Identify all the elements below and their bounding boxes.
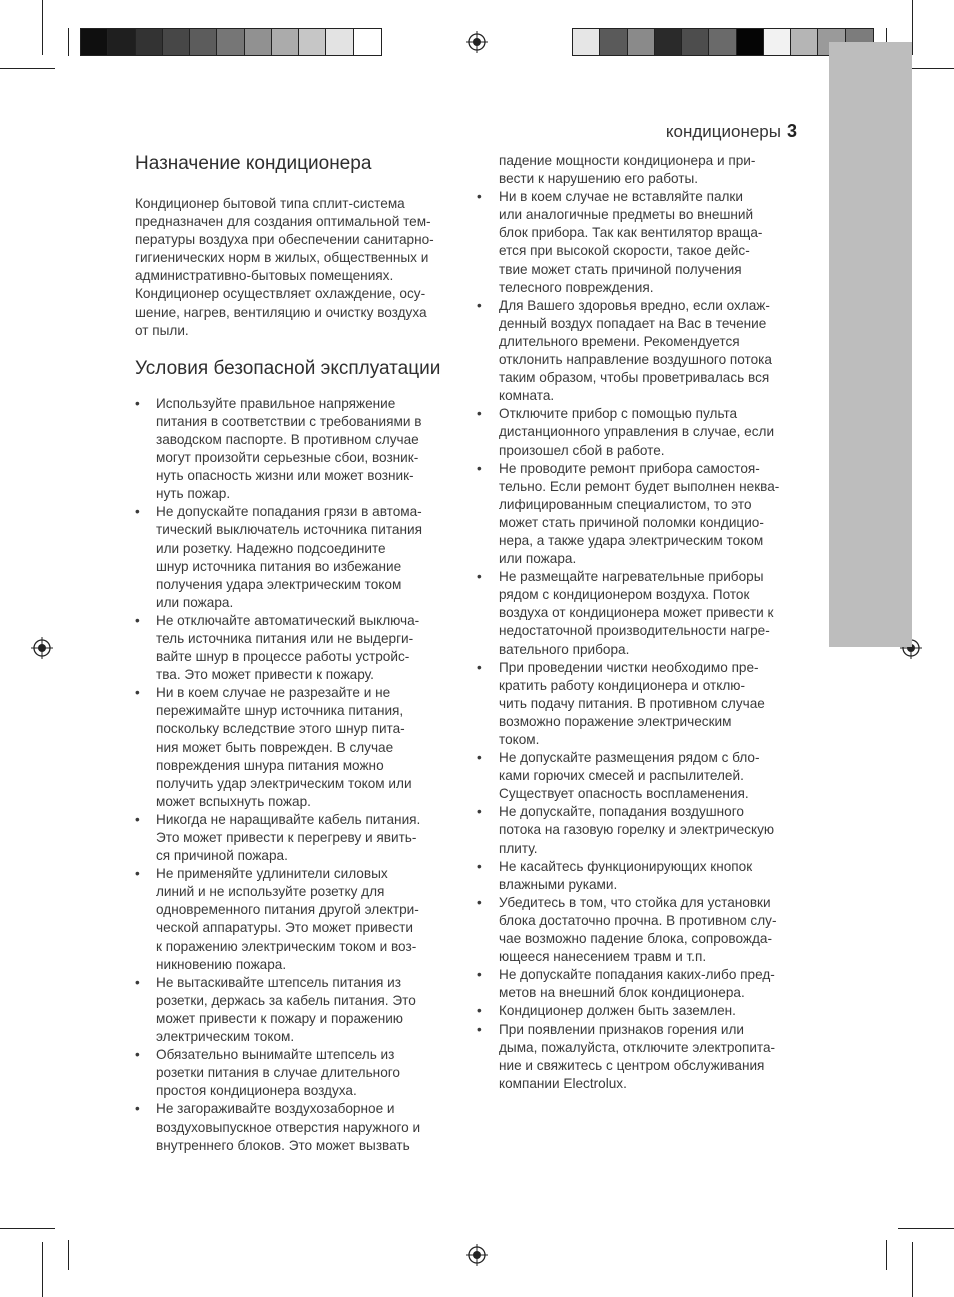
list-item (477, 188, 807, 297)
bullet-icon: • (477, 460, 482, 476)
text-line: тический выключатель источника питания (156, 522, 422, 538)
crop-mark (42, 1242, 43, 1297)
text-line: заводском паспорте. В противном случае (156, 431, 419, 447)
text-line: поскольку вследствие этого шнур пита- (156, 721, 405, 737)
list-item (477, 405, 807, 459)
crop-mark (898, 1228, 954, 1229)
list-item (135, 503, 465, 612)
text-line: розетки питания в случае длительного (156, 1065, 400, 1081)
text-line: Не допускайте, попадания воздушного (499, 804, 744, 820)
color-swatch (163, 29, 190, 55)
list-item (135, 1100, 465, 1154)
text-line: ется при высокой скорости, такое дейс- (499, 243, 750, 259)
list-item (477, 568, 807, 658)
color-swatch (245, 29, 272, 55)
color-swatch (326, 29, 353, 55)
text-line: твие может стать причиной получения (499, 261, 742, 277)
list-item (135, 974, 465, 1046)
text-line: Используйте правильное напряжение (156, 395, 396, 411)
list-item (135, 865, 465, 974)
page-number: 3 (786, 121, 797, 141)
bullet-icon: • (135, 1101, 140, 1117)
bullet-icon: • (477, 967, 482, 983)
text-line: ками горючих смесей и распылителей. (499, 768, 744, 784)
text-line: Обязательно вынимайте штепсель из (156, 1047, 395, 1063)
text-line: нуть пожар. (156, 486, 231, 502)
color-swatch (791, 29, 818, 55)
text-line: шнур источника питания во избежание (156, 558, 402, 574)
text-line: компании Electrolux. (499, 1075, 627, 1091)
crop-mark (0, 1228, 55, 1229)
text-line: никновению пожара. (156, 956, 287, 972)
text-line: дыма, пожалуйста, отключите электропита- (499, 1039, 776, 1055)
text-line: воздуховыпускное отверстия наружного и (156, 1119, 421, 1135)
registration-mark-icon (31, 637, 53, 659)
text-line: нуть опасность жизни или может возник- (156, 468, 414, 484)
text-line: пературы воздуха при обеспечении санитарно- (135, 232, 434, 248)
text-line: лифицированным специалистом, то это (499, 496, 752, 512)
text-line: питания в соответствии с требованиями в (156, 413, 422, 429)
text-line: внутреннего блоков. Это может вызвать (156, 1137, 410, 1153)
text-line: предназначен для создания оптимальной тем- (135, 214, 431, 230)
continued-list-item (477, 152, 807, 188)
registration-mark-icon (466, 31, 488, 53)
text-line: получения удара электрическим током (156, 576, 402, 592)
text-line: произошел сбой в работе. (499, 442, 665, 458)
text-line: чить подачу питания. В противном случае (499, 695, 765, 711)
color-swatch (573, 29, 600, 55)
crop-mark (912, 0, 913, 55)
text-line: падение мощности кондиционера и при- (499, 153, 756, 168)
text-line: чае возможно падение блока, сопровожда- (499, 931, 772, 947)
right-column (477, 152, 807, 1093)
text-line: Не размещайте нагревательные приборы (499, 569, 764, 585)
text-line: к поражению электрическим током и воз- (156, 938, 417, 954)
text-line: При проведении чистки необходимо пре- (499, 659, 759, 675)
text-line: одновременного питания другой электри- (156, 902, 419, 918)
registration-mark-icon (466, 1244, 488, 1266)
crop-mark (912, 1242, 913, 1297)
list-item (477, 297, 807, 406)
text-line: может вспыхнуть пожар. (156, 793, 311, 809)
list-item (135, 684, 465, 811)
heading-purpose: Назначение кондиционера (135, 153, 372, 174)
text-line: кратить работу кондиционера и отклю- (499, 677, 746, 693)
color-swatch (272, 29, 299, 55)
text-line: влажными руками. (499, 876, 618, 892)
color-swatch (764, 29, 791, 55)
color-swatch (682, 29, 709, 55)
bullet-icon: • (477, 297, 482, 313)
list-item (477, 858, 807, 894)
text-line: Не вытаскивайте штепсель питания из (156, 974, 401, 990)
bullet-icon: • (135, 612, 140, 628)
color-swatch (299, 29, 326, 55)
text-line: электрическим током. (156, 1029, 295, 1045)
text-line: денный воздух попадает на Вас в течение (499, 315, 767, 331)
bullet-icon: • (477, 406, 482, 422)
bullet-icon: • (477, 1003, 482, 1019)
bullet-icon: • (477, 189, 482, 205)
color-swatch (655, 29, 682, 55)
text-line: Не загораживайте воздухозаборное и (156, 1101, 395, 1117)
color-swatch (81, 29, 108, 55)
text-line: Кондиционер осуществляет охлаждение, осу- (135, 286, 426, 302)
text-line: от пыли. (135, 322, 189, 338)
list-item (135, 811, 465, 865)
text-line: Для Вашего здоровья вредно, если охлаж- (499, 297, 770, 313)
running-header (666, 121, 797, 142)
text-line: дистанционного управления в случае, если (499, 424, 775, 440)
bullet-icon: • (477, 1021, 482, 1037)
color-calibration-bar-left (80, 28, 382, 56)
text-line: тельно. Если ремонт будет выполнен неква- (499, 478, 780, 494)
text-line: вательного прибора. (499, 641, 630, 657)
text-line: получить удар электрическим током или (156, 775, 412, 791)
list-item (477, 460, 807, 569)
text-line: Не допускайте попадания каких-либо пред- (499, 967, 775, 983)
bullet-icon: • (477, 569, 482, 585)
crop-mark (42, 0, 43, 55)
intro-paragraph (135, 195, 465, 340)
chapter-side-tab (829, 42, 912, 647)
text-line: блок прибора. Так как вентилятор враща- (499, 225, 763, 241)
text-line: ющееся нанесением травм и т.п. (499, 949, 707, 965)
text-line: Никогда не наращивайте кабель питания. (156, 811, 421, 827)
crop-mark (68, 1240, 69, 1270)
list-item (477, 749, 807, 803)
text-line: Не применяйте удлинители силовых (156, 866, 388, 882)
text-line: Не допускайте попадания грязи в автома- (156, 504, 422, 520)
color-swatch (108, 29, 135, 55)
text-line: административно-бытовых помещениях. (135, 268, 394, 284)
text-line: тва. Это может привести к пожару. (156, 667, 374, 683)
text-line: шение, нагрев, вентиляцию и очистку воздуха (135, 304, 427, 320)
list-item (477, 1021, 807, 1093)
list-item (477, 1002, 807, 1020)
safety-list-left (135, 395, 465, 1155)
bullet-icon: • (477, 750, 482, 766)
text-line: линий и не используйте розетку для (156, 884, 385, 900)
text-line: Кондиционер должен быть заземлен. (499, 1003, 736, 1019)
text-line: телесного повреждения. (499, 279, 654, 295)
text-line: гигиенических норм в жилых, общественных и (135, 250, 429, 266)
text-line: Это может привести к перегреву и явить- (156, 830, 417, 845)
text-line: воздуха от кондиционера может привести к (499, 605, 774, 621)
text-line: ния может быть поврежден. В случае (156, 739, 394, 755)
text-line: Не допускайте размещения рядом с бло- (499, 750, 760, 766)
color-swatch (354, 29, 381, 55)
text-line: таким образом, чтобы проветривалась вся (499, 370, 770, 386)
bullet-icon: • (135, 974, 140, 990)
text-line: Ни в коем случае не вставляйте палки (499, 189, 743, 205)
text-line: потока на газовую горелку и электрическую (499, 822, 775, 838)
text-line: Не касайтесь функционирующих кнопок (499, 858, 753, 874)
text-line: или аналогичные предметы во внешний (499, 207, 754, 223)
text-line: Отключите прибор с помощью пульта (499, 406, 738, 422)
section-title: кондиционеры (665, 122, 781, 141)
text-line: может стать причиной поломки кондицио- (499, 514, 764, 530)
bullet-icon: • (135, 504, 140, 520)
list-item (477, 966, 807, 1002)
bullet-icon: • (477, 659, 482, 675)
crop-mark (68, 28, 69, 56)
list-item (135, 1046, 465, 1100)
heading-safety: Условия безопасной эксплуатации (135, 357, 441, 379)
list-item (135, 395, 465, 504)
color-swatch (600, 29, 627, 55)
color-swatch (136, 29, 163, 55)
text-line: Не отключайте автоматический выключа- (156, 612, 420, 628)
text-line: вайте шнур в процессе работы устройс- (156, 649, 410, 665)
color-swatch (628, 29, 655, 55)
text-line: током. (499, 732, 540, 747)
color-swatch (737, 29, 764, 55)
crop-mark (886, 1240, 887, 1270)
list-item (477, 803, 807, 857)
text-line: длительного времени. Рекомендуется (499, 333, 740, 349)
text-line: нера, а также удара электрическим током (499, 532, 764, 548)
text-line: плиту. (499, 840, 538, 856)
text-line: комната. (499, 388, 555, 404)
text-line: рядом с кондиционером воздуха. Поток (499, 587, 750, 603)
bullet-icon: • (135, 685, 140, 701)
list-item (135, 612, 465, 684)
color-swatch (709, 29, 736, 55)
bullet-icon: • (135, 811, 140, 827)
text-line: ние и свяжитесь с центром обслуживания (499, 1057, 765, 1073)
safety-list-right (477, 188, 807, 1093)
crop-mark (0, 68, 55, 69)
bullet-icon: • (135, 1047, 140, 1063)
bullet-icon: • (477, 804, 482, 820)
text-line: Кондиционер бытовой типа сплит-система (135, 196, 405, 211)
list-item (477, 894, 807, 966)
text-line: или розетку. Надежно подсоедините (156, 540, 386, 556)
color-swatch (217, 29, 244, 55)
text-line: Убедитесь в том, что стойка для установки (499, 894, 771, 910)
bullet-icon: • (135, 866, 140, 882)
text-line: розетки, держась за кабель питания. Это (156, 992, 416, 1008)
text-line: или пожара. (499, 551, 577, 567)
text-line: простоя кондиционера воздуха. (156, 1083, 357, 1099)
text-line: вести к нарушению его работы. (499, 171, 699, 187)
color-swatch (190, 29, 217, 55)
text-line: тель источника питания или не выдерги- (156, 630, 414, 646)
text-line: При появлении признаков горения или (499, 1021, 745, 1037)
text-line: ся причиной пожара. (156, 848, 288, 864)
list-item (477, 659, 807, 749)
bullet-icon: • (135, 395, 140, 411)
bullet-icon: • (477, 858, 482, 874)
text-line: могут произойти серьезные сбои, возник- (156, 450, 419, 466)
text-line: Ни в коем случае не разрезайте и не (156, 685, 391, 701)
text-line: ческой аппаратуры. Это может привести (156, 920, 413, 936)
text-line: возможно поражение электрическим (499, 713, 732, 729)
text-line: отклонить направление воздушного потока (499, 352, 772, 368)
text-line: Не проводите ремонт прибора самостоя- (499, 460, 760, 476)
text-line: повреждения шнура питания можно (156, 757, 384, 773)
text-line: метов на внешний блок кондиционера. (499, 985, 745, 1001)
text-line: недостаточной производительности нагре- (499, 623, 770, 639)
left-column (135, 152, 465, 1155)
text-line: или пожара. (156, 594, 234, 610)
text-line: блока достаточно прочна. В противном слу- (499, 912, 777, 928)
text-line: Существует опасность воспламенения. (499, 786, 749, 802)
bullet-icon: • (477, 894, 482, 910)
text-line: может привести к пожару и поражению (156, 1010, 403, 1026)
text-line: пережимайте шнур источника питания, (156, 703, 404, 719)
